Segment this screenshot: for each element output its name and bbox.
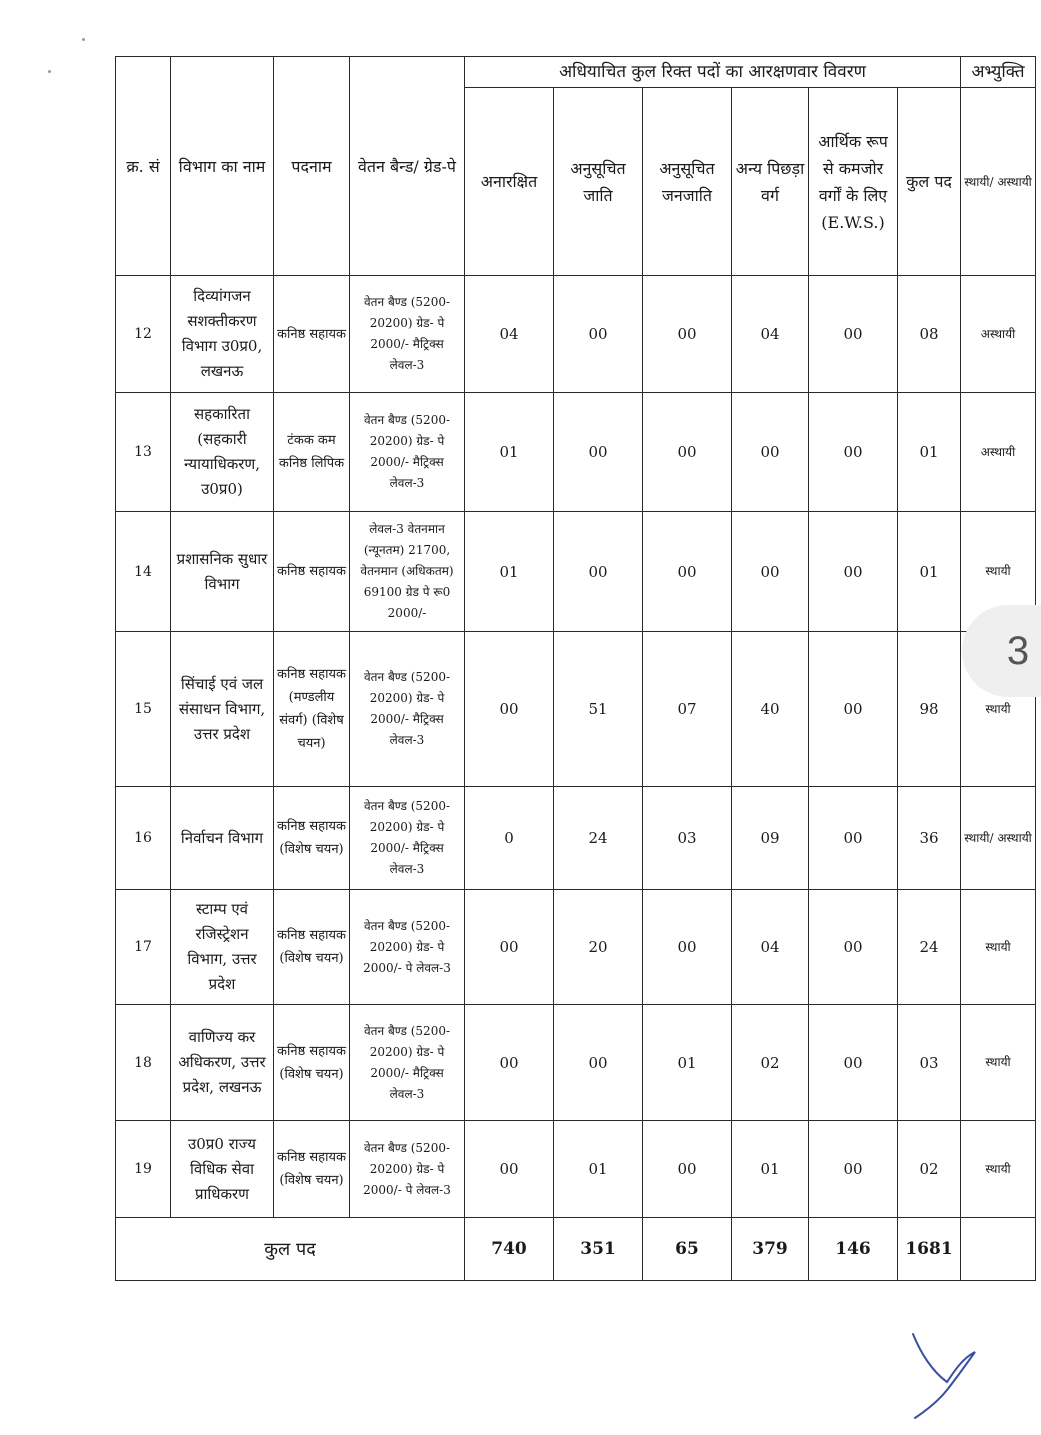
cell-ews: 00	[809, 890, 898, 1005]
cell-sc: 00	[554, 512, 643, 632]
cell-sno: 13	[116, 393, 171, 512]
cell-st: 07	[643, 632, 732, 787]
cell-ews: 00	[809, 787, 898, 890]
cell-sc: 00	[554, 393, 643, 512]
total-ews: 146	[809, 1218, 898, 1281]
page-number: 3	[1006, 628, 1030, 673]
cell-dept: सहकारिता (सहकारी न्यायाधिकरण, उ0प्र0)	[171, 393, 274, 512]
cell-pay: वेतन बैण्ड (5200-20200) ग्रेड- पे 2000/- पे लेवल-3	[350, 890, 465, 1005]
cell-sno: 17	[116, 890, 171, 1005]
total-st: 65	[643, 1218, 732, 1281]
cell-dept: स्टाम्प एवं रजिस्ट्रेशन विभाग, उत्तर प्रदेश	[171, 890, 274, 1005]
cell-remark: स्थायी	[961, 1121, 1036, 1218]
totals-label: कुल पद	[116, 1218, 465, 1281]
cell-unreserved: 01	[465, 393, 554, 512]
cell-total: 02	[898, 1121, 961, 1218]
header-unreserved: अनारक्षित	[465, 88, 554, 276]
header-dept: विभाग का नाम	[171, 57, 274, 276]
cell-pay: वेतन बैण्ड (5200-20200) ग्रेड- पे 2000/- मैट्रिक्स लेवल-3	[350, 632, 465, 787]
cell-st: 03	[643, 787, 732, 890]
cell-total: 03	[898, 1005, 961, 1121]
total-remark	[961, 1218, 1036, 1281]
cell-sno: 19	[116, 1121, 171, 1218]
cell-dept: निर्वाचन विभाग	[171, 787, 274, 890]
cell-sc: 00	[554, 276, 643, 393]
header-pay: वेतन बैन्ड/ ग्रेड-पे	[350, 57, 465, 276]
cell-ews: 00	[809, 1121, 898, 1218]
cell-st: 00	[643, 276, 732, 393]
cell-post: टंकक कम कनिष्ठ लिपिक	[274, 393, 350, 512]
cell-st: 00	[643, 890, 732, 1005]
header-st: अनुसूचित जनजाति	[643, 88, 732, 276]
header-ews: आर्थिक रूप से कमजोर वर्गों के लिए (E.W.S.)	[809, 88, 898, 276]
cell-unreserved: 00	[465, 632, 554, 787]
scan-speck	[48, 70, 51, 73]
table-row	[116, 1121, 1036, 1218]
table-row	[116, 890, 1036, 1005]
header-post: पदनाम	[274, 57, 350, 276]
cell-ews: 00	[809, 276, 898, 393]
handwritten-signature	[905, 1330, 985, 1425]
cell-total: 01	[898, 512, 961, 632]
cell-obc: 00	[732, 393, 809, 512]
cell-total: 24	[898, 890, 961, 1005]
cell-sc: 00	[554, 1005, 643, 1121]
cell-pay: वेतन बैण्ड (5200-20200) ग्रेड- पे 2000/- पे लेवल-3	[350, 1121, 465, 1218]
cell-remark: स्थायी	[961, 1005, 1036, 1121]
header-obc: अन्य पिछड़ा वर्ग	[732, 88, 809, 276]
cell-post: कनिष्ठ सहायक (विशेष चयन)	[274, 787, 350, 890]
cell-sc: 01	[554, 1121, 643, 1218]
cell-post: कनिष्ठ सहायक (मण्डलीय संवर्ग) (विशेष चयन)	[274, 632, 350, 787]
cell-unreserved: 00	[465, 1005, 554, 1121]
cell-remark: स्थायी	[961, 890, 1036, 1005]
cell-pay: वेतन बैण्ड (5200-20200) ग्रेड- पे 2000/- मैट्रिक्स लेवल-3	[350, 393, 465, 512]
table-row	[116, 787, 1036, 890]
cell-dept: सिंचाई एवं जल संसाधन विभाग, उत्तर प्रदेश	[171, 632, 274, 787]
table-row	[116, 512, 1036, 632]
total-obc: 379	[732, 1218, 809, 1281]
cell-obc: 09	[732, 787, 809, 890]
cell-obc: 01	[732, 1121, 809, 1218]
cell-unreserved: 0	[465, 787, 554, 890]
table-header-row	[116, 57, 1036, 88]
cell-ews: 00	[809, 393, 898, 512]
total-posts: 1681	[898, 1218, 961, 1281]
cell-post: कनिष्ठ सहायक	[274, 512, 350, 632]
cell-unreserved: 00	[465, 1121, 554, 1218]
cell-unreserved: 04	[465, 276, 554, 393]
cell-remark: अस्थायी	[961, 276, 1036, 393]
cell-ews: 00	[809, 512, 898, 632]
table-row	[116, 393, 1036, 512]
cell-obc: 04	[732, 890, 809, 1005]
cell-remark: स्थायी	[961, 632, 1036, 787]
table-row	[116, 276, 1036, 393]
cell-sno: 12	[116, 276, 171, 393]
cell-sno: 14	[116, 512, 171, 632]
cell-obc: 04	[732, 276, 809, 393]
header-total: कुल पद	[898, 88, 961, 276]
header-remarks-sub: स्थायी/ अस्थायी	[961, 88, 1036, 276]
cell-post: कनिष्ठ सहायक (विशेष चयन)	[274, 890, 350, 1005]
cell-st: 00	[643, 512, 732, 632]
cell-st: 01	[643, 1005, 732, 1121]
header-sc: अनुसूचित जाति	[554, 88, 643, 276]
vacancy-reservation-table	[115, 56, 1036, 1281]
header-sno: क्र. सं	[116, 57, 171, 276]
table-row	[116, 632, 1036, 787]
cell-total: 08	[898, 276, 961, 393]
table-row	[116, 1005, 1036, 1121]
cell-pay: वेतन बैण्ड (5200-20200) ग्रेड- पे 2000/- मैट्रिक्स लेवल-3	[350, 787, 465, 890]
cell-obc: 00	[732, 512, 809, 632]
cell-remark: स्थायी	[961, 512, 1036, 632]
cell-st: 00	[643, 1121, 732, 1218]
cell-pay: वेतन बैण्ड (5200-20200) ग्रेड- पे 2000/- मैट्रिक्स लेवल-3	[350, 276, 465, 393]
cell-sc: 51	[554, 632, 643, 787]
cell-dept: वाणिज्य कर अधिकरण, उत्तर प्रदेश, लखनऊ	[171, 1005, 274, 1121]
cell-sno: 15	[116, 632, 171, 787]
cell-dept: प्रशासनिक सुधार विभाग	[171, 512, 274, 632]
cell-post: कनिष्ठ सहायक (विशेष चयन)	[274, 1005, 350, 1121]
header-reservation-group: अधियाचित कुल रिक्त पदों का आरक्षणवार विवरण	[465, 57, 961, 88]
cell-obc: 02	[732, 1005, 809, 1121]
cell-unreserved: 01	[465, 512, 554, 632]
cell-st: 00	[643, 393, 732, 512]
cell-ews: 00	[809, 1005, 898, 1121]
cell-sno: 16	[116, 787, 171, 890]
scan-speck	[82, 38, 85, 41]
cell-pay: लेवल-3 वेतनमान (न्यूनतम) 21700, वेतनमान (अधिकतम) 69100 ग्रेड पे रू0 2000/-	[350, 512, 465, 632]
cell-ews: 00	[809, 632, 898, 787]
cell-dept: उ0प्र0 राज्य विधिक सेवा प्राधिकरण	[171, 1121, 274, 1218]
cell-sc: 20	[554, 890, 643, 1005]
cell-total: 98	[898, 632, 961, 787]
cell-obc: 40	[732, 632, 809, 787]
cell-total: 01	[898, 393, 961, 512]
cell-remark: अस्थायी	[961, 393, 1036, 512]
cell-total: 36	[898, 787, 961, 890]
cell-sno: 18	[116, 1005, 171, 1121]
total-sc: 351	[554, 1218, 643, 1281]
totals-row	[116, 1218, 1036, 1281]
total-unreserved: 740	[465, 1218, 554, 1281]
cell-sc: 24	[554, 787, 643, 890]
cell-post: कनिष्ठ सहायक (विशेष चयन)	[274, 1121, 350, 1218]
cell-post: कनिष्ठ सहायक	[274, 276, 350, 393]
header-remarks: अभ्युक्ति	[961, 57, 1036, 88]
cell-dept: दिव्यांगजन सशक्तीकरण विभाग उ0प्र0, लखनऊ	[171, 276, 274, 393]
cell-pay: वेतन बैण्ड (5200-20200) ग्रेड- पे 2000/- मैट्रिक्स लेवल-3	[350, 1005, 465, 1121]
cell-unreserved: 00	[465, 890, 554, 1005]
cell-remark: स्थायी/ अस्थायी	[961, 787, 1036, 890]
